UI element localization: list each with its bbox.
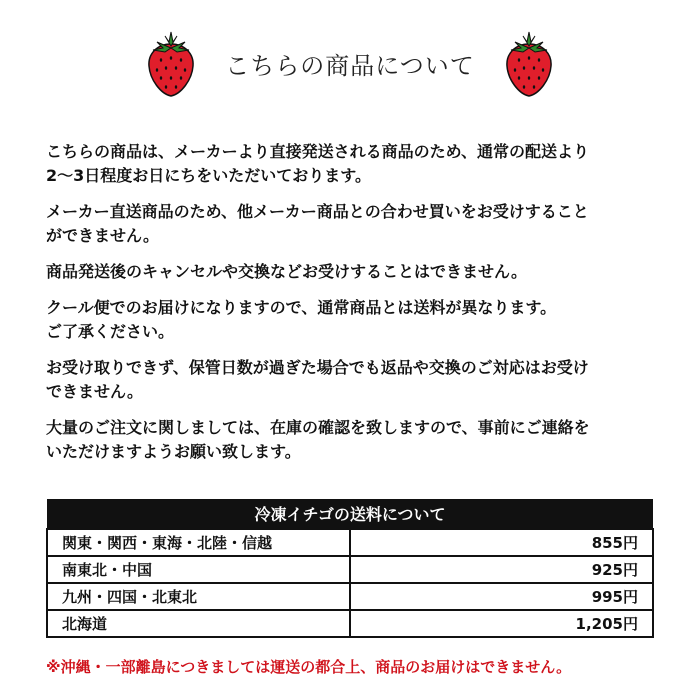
table-row (47, 556, 653, 583)
notice-text (46, 140, 666, 476)
table-row (47, 529, 653, 556)
notice-paragraph: 商品発送後のキャンセルや交換などお受けすることはできません。 (46, 262, 527, 281)
strawberry-icon (501, 28, 557, 98)
region-cell: 関東・関西・東海・北陸・信越 (47, 529, 350, 556)
notice-paragraph: 大量のご注文に関しましては、在庫の確認を致しますので、事前にご連絡を いただけますようお願い致します。 (46, 418, 590, 461)
price-cell: 995円 (350, 583, 653, 610)
region-cell: 南東北・中国 (47, 556, 350, 583)
shipping-table (46, 499, 654, 638)
notice-paragraph: こちらの商品は、メーカーより直接発送される商品のため、通常の配送より 2〜3日程度お日にちをいただいております。 (46, 142, 590, 185)
notice-paragraph: クール便でのお届けになりますので、通常商品とは送料が異なります。 ご了承ください。 (46, 298, 557, 341)
region-cell: 九州・四国・北東北 (47, 583, 350, 610)
delivery-note: ※沖縄・一部離島につきましては運送の都合上、商品のお届けはできません。 (46, 658, 572, 676)
table-row (47, 583, 653, 610)
table-header-row (47, 499, 653, 529)
strawberry-icon (143, 28, 199, 98)
region-cell: 北海道 (47, 610, 350, 637)
page-header (0, 28, 700, 98)
shipping-fee-table (46, 499, 654, 638)
notice-paragraph: メーカー直送商品のため、他メーカー商品との合わせ買いをお受けすること ができません。 (46, 202, 589, 245)
page-title: こちらの商品について (225, 51, 475, 80)
table-row (47, 610, 653, 637)
price-cell: 855円 (350, 529, 653, 556)
table-title: 冷凍イチゴの送料について (47, 499, 653, 529)
notice-paragraph: お受け取りできず、保管日数が過ぎた場合でも返品や交換のご対応はお受け できません。 (46, 358, 589, 401)
price-cell: 925円 (350, 556, 653, 583)
price-cell: 1,205円 (350, 610, 653, 637)
